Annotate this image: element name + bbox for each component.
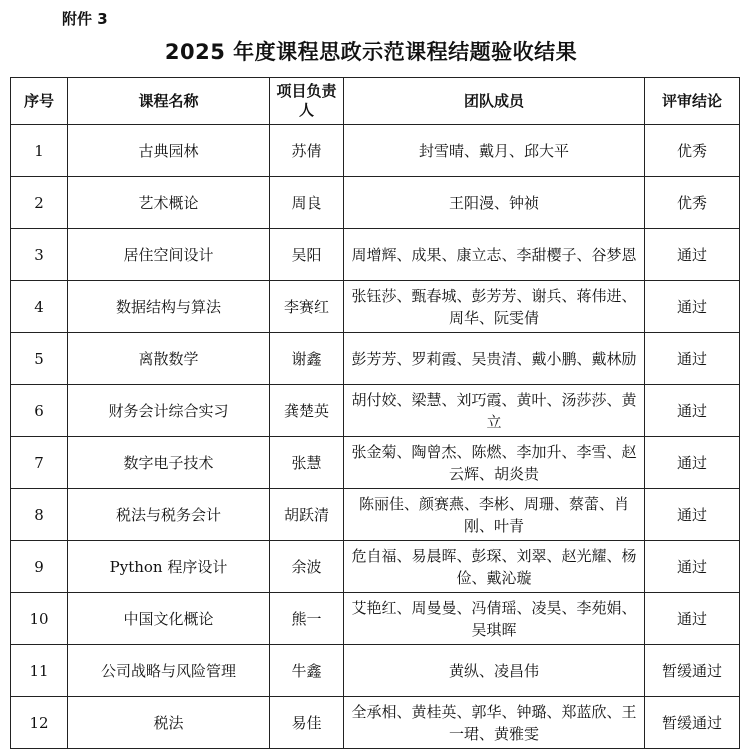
table-body — [11, 125, 740, 749]
cell-result: 优秀 — [645, 125, 740, 177]
cell-members: 全承相、黄桂英、郭华、钟璐、郑蓝欣、王一珺、黄雅雯 — [344, 697, 645, 749]
cell-members: 胡付姣、梁慧、刘巧霞、黄叶、汤莎莎、黄立 — [344, 385, 645, 437]
cell-leader: 李赛红 — [270, 281, 344, 333]
cell-leader: 张慧 — [270, 437, 344, 489]
cell-course: 古典园林 — [68, 125, 270, 177]
cell-leader: 牛鑫 — [270, 645, 344, 697]
cell-course: 居住空间设计 — [68, 229, 270, 281]
table-row — [11, 541, 740, 593]
cell-members: 王阳漫、钟祯 — [344, 177, 645, 229]
table-row — [11, 229, 740, 281]
table-row — [11, 125, 740, 177]
cell-result: 通过 — [645, 385, 740, 437]
cell-result: 通过 — [645, 541, 740, 593]
cell-result: 暂缓通过 — [645, 645, 740, 697]
cell-course: 公司战略与风险管理 — [68, 645, 270, 697]
cell-no: 5 — [11, 333, 68, 385]
table-row — [11, 437, 740, 489]
cell-course: 财务会计综合实习 — [68, 385, 270, 437]
cell-leader: 周良 — [270, 177, 344, 229]
cell-leader: 易佳 — [270, 697, 344, 749]
cell-members: 陈丽佳、颜赛燕、李彬、周珊、蔡蕾、肖刚、叶青 — [344, 489, 645, 541]
table-row — [11, 177, 740, 229]
cell-leader: 胡跃清 — [270, 489, 344, 541]
cell-leader: 苏倩 — [270, 125, 344, 177]
cell-result: 通过 — [645, 333, 740, 385]
table-row — [11, 645, 740, 697]
cell-no: 2 — [11, 177, 68, 229]
cell-leader: 吴阳 — [270, 229, 344, 281]
cell-no: 8 — [11, 489, 68, 541]
cell-leader: 余波 — [270, 541, 344, 593]
cell-no: 1 — [11, 125, 68, 177]
col-header-no: 序号 — [11, 78, 68, 125]
table-row — [11, 385, 740, 437]
col-header-leader: 项目负责人 — [270, 78, 344, 125]
cell-result: 通过 — [645, 229, 740, 281]
cell-members: 彭芳芳、罗莉霞、吴贵清、戴小鹏、戴林励 — [344, 333, 645, 385]
cell-leader: 熊一 — [270, 593, 344, 645]
cell-members: 危自福、易晨晖、彭琛、刘翠、赵光耀、杨俭、戴沁璇 — [344, 541, 645, 593]
cell-course: 中国文化概论 — [68, 593, 270, 645]
document-title: 2025 年度课程思政示范课程结题验收结果 — [164, 40, 578, 64]
table-header-row — [11, 78, 740, 125]
cell-course: 税法 — [68, 697, 270, 749]
cell-result: 暂缓通过 — [645, 697, 740, 749]
table-row — [11, 333, 740, 385]
cell-no: 12 — [11, 697, 68, 749]
cell-leader: 谢鑫 — [270, 333, 344, 385]
cell-no: 10 — [11, 593, 68, 645]
cell-members: 艾艳红、周曼曼、冯倩瑶、凌昊、李苑娟、吴琪晖 — [344, 593, 645, 645]
table-row — [11, 697, 740, 749]
cell-members: 封雪晴、戴月、邱大平 — [344, 125, 645, 177]
cell-course: Python 程序设计 — [68, 541, 270, 593]
cell-course: 艺术概论 — [68, 177, 270, 229]
cell-members: 张金菊、陶曾杰、陈燃、李加升、李雪、赵云辉、胡炎贵 — [344, 437, 645, 489]
cell-no: 11 — [11, 645, 68, 697]
cell-no: 6 — [11, 385, 68, 437]
cell-course: 离散数学 — [68, 333, 270, 385]
col-header-members: 团队成员 — [344, 78, 645, 125]
cell-no: 3 — [11, 229, 68, 281]
col-header-result: 评审结论 — [645, 78, 740, 125]
cell-result: 通过 — [645, 437, 740, 489]
cell-course: 税法与税务会计 — [68, 489, 270, 541]
cell-result: 通过 — [645, 593, 740, 645]
cell-result: 优秀 — [645, 177, 740, 229]
cell-no: 7 — [11, 437, 68, 489]
cell-no: 4 — [11, 281, 68, 333]
table-row — [11, 281, 740, 333]
table-row — [11, 593, 740, 645]
cell-members: 周增辉、成果、康立志、李甜樱子、谷梦恩 — [344, 229, 645, 281]
cell-course: 数字电子技术 — [68, 437, 270, 489]
attachment-label: 附件 3 — [62, 10, 108, 28]
table-row — [11, 489, 740, 541]
col-header-course: 课程名称 — [68, 78, 270, 125]
cell-result: 通过 — [645, 281, 740, 333]
results-table — [10, 77, 740, 749]
cell-no: 9 — [11, 541, 68, 593]
cell-result: 通过 — [645, 489, 740, 541]
cell-course: 数据结构与算法 — [68, 281, 270, 333]
cell-leader: 龚楚英 — [270, 385, 344, 437]
cell-members: 黄纵、凌昌伟 — [344, 645, 645, 697]
cell-members: 张钰莎、甄春城、彭芳芳、谢兵、蒋伟进、周华、阮雯倩 — [344, 281, 645, 333]
